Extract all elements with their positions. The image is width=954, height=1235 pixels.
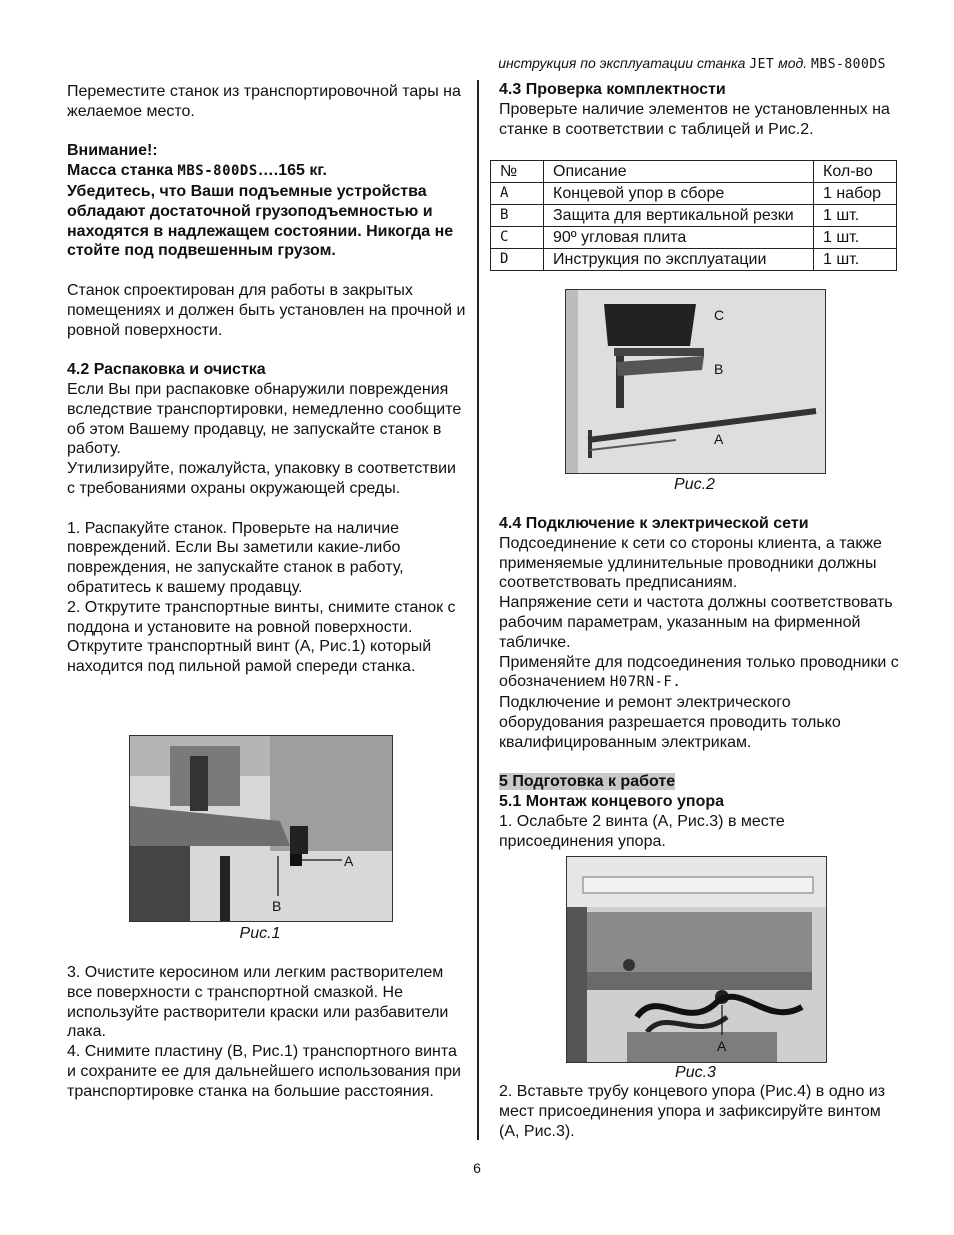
warning-mass-suffix: ….165 кг. [257, 162, 327, 180]
figure-3-illustration [567, 857, 826, 1062]
section-4-4-para2: Напряжение сети и частота должны соответствовать рабочим параметрам, указанным на фирменной табличке. [499, 594, 893, 651]
table-cell: Защита для вертикальной резки [544, 205, 814, 227]
figure-3-caption: Рис.3 [675, 1064, 716, 1081]
figure-2-label-a: A [714, 431, 724, 447]
column-divider [477, 80, 479, 1140]
warning-body: Убедитесь, что Ваши подъемные устройства обладают достаточной грузоподъемностью и находятся в надлежащем состоянии. Никогда не стойте под подвешенным грузом. [67, 182, 454, 260]
figure-1-label-a: A [344, 853, 354, 869]
section-5-title: 5 Подготовка к работе [499, 773, 676, 791]
section-4-2-para1: Если Вы при распаковке обнаружили повреждения вследствие транспортировки, немедленно сообщите об этом Вашему продавцу, не запускайте станок в работу. [67, 380, 462, 458]
intro-text: Переместите станок из транспортировочной тары на желаемое место. [67, 83, 461, 120]
header-prefix: инструкция по эксплуатации станка [498, 55, 746, 71]
figure-2-photo [565, 289, 826, 474]
section-4-2-title: 4.2 Распаковка и очистка [67, 361, 266, 379]
design-note: Станок спроектирован для работы в закрытых помещениях и должен быть установлен на прочной и ровной поверхности. [67, 281, 466, 339]
table-cell: 1 шт. [814, 227, 897, 249]
table-header-cell: № [491, 161, 544, 183]
warning-mass-model: MBS-800DS [177, 163, 258, 180]
running-header [498, 55, 886, 72]
section-5-1-title: 5.1 Монтаж концевого упора [499, 793, 725, 811]
table-header-cell: Кол-во [814, 161, 897, 183]
figure-1-illustration [130, 736, 392, 921]
right-column-bottom [499, 1082, 899, 1141]
header-model-label: мод. [778, 55, 808, 71]
table-row [491, 205, 897, 227]
left-column [67, 82, 467, 677]
figure-1-label-b: B [272, 898, 282, 914]
section-4-4-para3-text: Применяйте для подсоединения только проводники с обозначением [499, 653, 899, 691]
figure-3-photo [566, 856, 827, 1063]
table-header-cell: Описание [544, 161, 814, 183]
table-header-row [491, 161, 897, 183]
step-3: 3. Очистите керосином или легким растворителем все поверхности с транспортной смазкой. Не используйте растворители краски или разбавители лака. [67, 964, 449, 1041]
table-cell: 1 шт. [814, 249, 897, 271]
figure-3-label-a: A [717, 1038, 727, 1054]
section-4-4-para3 [499, 653, 899, 694]
table-cell: Концевой упор в сборе [544, 183, 814, 205]
page-number: 6 [473, 1160, 481, 1176]
warning-mass [67, 161, 467, 182]
table-row [491, 249, 897, 271]
right-column-middle [499, 514, 899, 852]
section-5-1-step2: 2. Вставьте трубу концевого упора (Рис.4) в одно из мест присоединения упора и зафиксируйте винтом (А, Рис.3). [499, 1083, 886, 1140]
table-cell: B [491, 205, 544, 227]
table-row [491, 183, 897, 205]
figure-2-label-c: C [714, 307, 725, 323]
right-column-top [499, 80, 899, 139]
section-5-1-step1: 1. Ослабьте 2 винта (А, Рис.3) в месте присоединения упора. [499, 812, 785, 850]
contents-table [490, 160, 897, 271]
header-model: MBS-800DS [811, 57, 886, 72]
section-4-3-title: 4.3 Проверка комплектности [499, 81, 726, 98]
table-cell: A [491, 183, 544, 205]
table-cell: 90º угловая плита [544, 227, 814, 249]
section-4-2-para2: Утилизируйте, пожалуйста, упаковку в соответствии с требованиями охраны окружающей среды. [67, 460, 456, 497]
step-4: 4. Снимите пластину (В, Рис.1) транспортного винта и сохраните ее для дальнейшего использования при транспортировке станка на большие расстояния. [67, 1043, 461, 1100]
section-4-3-text: Проверьте наличие элементов не установленных на станке в соответствии с таблицей и Рис.2. [499, 100, 890, 138]
section-4-4-para1: Подсоединение к сети со стороны клиента, а также применяемые удлинительные проводники должны соответствовать предписаниям. [499, 534, 882, 592]
section-4-4-para4: Подключение и ремонт электрического оборудования разрешается проводить только квалифицированным электрикам. [499, 694, 841, 751]
warning-mass-prefix: Масса станка [67, 162, 173, 180]
table-row [491, 227, 897, 249]
table-cell: C [491, 227, 544, 249]
table-cell: Инструкция по эксплуатации [544, 249, 814, 271]
warning-title: Внимание!: [67, 142, 158, 160]
left-column-bottom [67, 963, 467, 1102]
header-brand: JET [749, 57, 775, 72]
figure-2-illustration [566, 290, 825, 473]
figure-2-label-b: B [714, 361, 724, 377]
table-cell: 1 набор [814, 183, 897, 205]
table-cell: D [491, 249, 544, 271]
cable-code: H07RN-F. [609, 674, 682, 691]
figure-1-caption: Рис.1 [239, 925, 281, 942]
figure-2-caption: Рис.2 [674, 476, 715, 493]
section-4-4-title: 4.4 Подключение к электрической сети [499, 515, 809, 532]
step-2: 2. Открутите транспортные винты, снимите станок с поддона и установите на ровной поверхности. Открутите транспортный винт (А, Рис.1) который находится под пильной рамой спереди станка. [67, 598, 456, 676]
figure-1-photo [129, 735, 393, 922]
table-cell: 1 шт. [814, 205, 897, 227]
step-1: 1. Распакуйте станок. Проверьте на наличие повреждений. Если Вы заметили какие-либо повреждения, не запускайте станок в работу, обратитесь к вашему продавцу. [67, 519, 404, 596]
